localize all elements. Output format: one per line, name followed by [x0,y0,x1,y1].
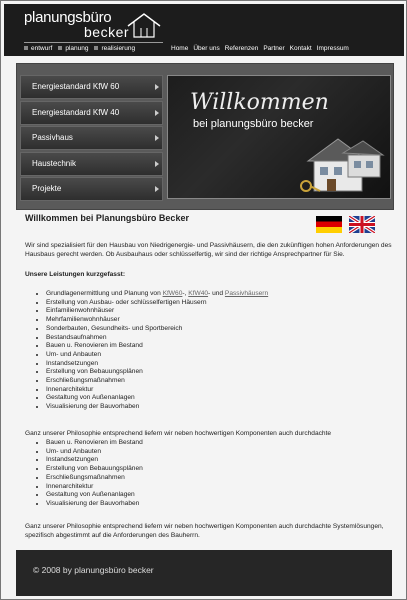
arrow-right-icon [155,161,159,167]
site-header [4,4,404,56]
closing-paragraph: Ganz unserer Philosophie entsprechend liefern wir neben hochwertigen Komponenten auch durchdachte Systemlösungen, spezifisch abgestimmt auf die Anforderungen des Bauherrn. [25,523,384,539]
list-item: • Um- und Anbauten [46,448,143,457]
list-item: • Innenarchitektur [46,483,143,492]
list-item: • Visualisierung der Bauvorhaben [46,403,268,412]
tagline-item: entwurf [24,45,52,52]
intro-paragraph: Wir sind spezialisiert für den Hausbau von Niedrigenergie- und Passivhäusern, die den zukünftigen hohen Anforderungen des Hausbaus gerecht werden. Ob Ausbauhaus oder schlüsselfertig, wir sind der richtige Ansprechpartner für Sie. [25,242,392,258]
site-footer [16,550,392,596]
list-item: • Erschließungsmaßnahmen [46,377,268,386]
nav-references[interactable]: Referenzen [224,45,259,52]
tagline [24,45,135,52]
house-image-icon [298,131,388,196]
arrow-right-icon [155,110,159,116]
banner [16,63,394,210]
nav-about[interactable]: Über uns [193,45,220,52]
copyright: © 2008 by planungsbüro becker [33,565,154,575]
link-passivhaus[interactable]: Passivhäusern [224,290,269,297]
welcome-banner [167,75,391,199]
services-list-2 [25,439,143,509]
menu-item-kfw40[interactable]: Energiestandard KfW 40 [20,101,163,125]
nav-home[interactable]: Home [171,45,189,52]
philosophy-paragraph: Ganz unserer Philosophie entsprechend liefern wir neben hochwertigen Komponenten auch durchdachte [25,430,332,437]
menu-item-projekte[interactable]: Projekte [20,177,163,201]
list-item: • Um- und Anbauten [46,351,268,360]
list-item: • Visualisierung der Bauvorhaben [46,500,143,509]
banner-title: Willkommen [190,90,329,115]
house-logo-icon [126,12,162,38]
nav-imprint[interactable]: Impressum [316,45,349,52]
menu-item-haustechnik[interactable]: Haustechnik [20,152,163,176]
uk-flag-icon[interactable] [349,216,375,233]
list-item: • Erschließungsmaßnahmen [46,474,143,483]
arrow-right-icon [155,186,159,192]
list-item: • Sonderbauten, Gesundheits- und Sportbereich [46,325,268,334]
nav-partner[interactable]: Partner [263,45,285,52]
list-item: • Gestaltung von Außenanlagen [46,491,143,500]
language-selector [316,216,375,233]
list-item: • Innenarchitektur [46,386,268,395]
list-item: • Gestaltung von Außenanlagen [46,394,268,403]
link-kfw60[interactable]: KfW60 [162,290,183,297]
nav-contact[interactable]: Kontakt [289,45,312,52]
menu-item-passivhaus[interactable]: Passivhaus [20,126,163,150]
tagline-item: realisierung [94,45,135,52]
list-item: • Instandsetzungen [46,360,268,369]
page-title: Willkommen bei Planungsbüro Becker [25,213,189,223]
menu-item-kfw60[interactable]: Energiestandard KfW 60 [20,75,163,99]
arrow-right-icon [155,135,159,141]
logo-text-top: planungsbüro [24,9,112,26]
list-item: • Erstellung von Bebauungsplänen [46,465,143,474]
logo-text-bottom: becker [84,24,130,40]
list-item: • Bauen u. Renovieren im Bestand [46,342,268,351]
services-heading: Unsere Leistungen kurzgefasst: [25,271,126,278]
list-item: • Bestandsaufnahmen [46,334,268,343]
list-item: • Erstellung von Bebauungsplänen [46,368,268,377]
list-item: • Instandsetzungen [46,456,143,465]
side-menu [20,75,163,203]
list-item: • Grundlagenermittlung und Planung von KfW60-, KfW40- und Passivhäusern [46,290,268,299]
list-item: • Mehrfamilienwohnhäuser [46,316,268,325]
arrow-right-icon [155,84,159,90]
list-item: • Erstellung von Ausbau- oder schlüsselfertigen Häusern [46,299,268,308]
link-kfw40[interactable]: KfW40 [188,290,209,297]
list-item: • Einfamilienwohnhäuser [46,307,268,316]
german-flag-icon[interactable] [316,216,342,233]
banner-subtitle: bei planungsbüro becker [193,118,314,130]
services-list [25,290,268,412]
tagline-item: planung [58,45,88,52]
footer-company: planungsbüro becker [74,565,154,575]
main-nav [171,45,349,52]
list-item: • Bauen u. Renovieren im Bestand [46,439,143,448]
logo-divider [24,42,163,43]
